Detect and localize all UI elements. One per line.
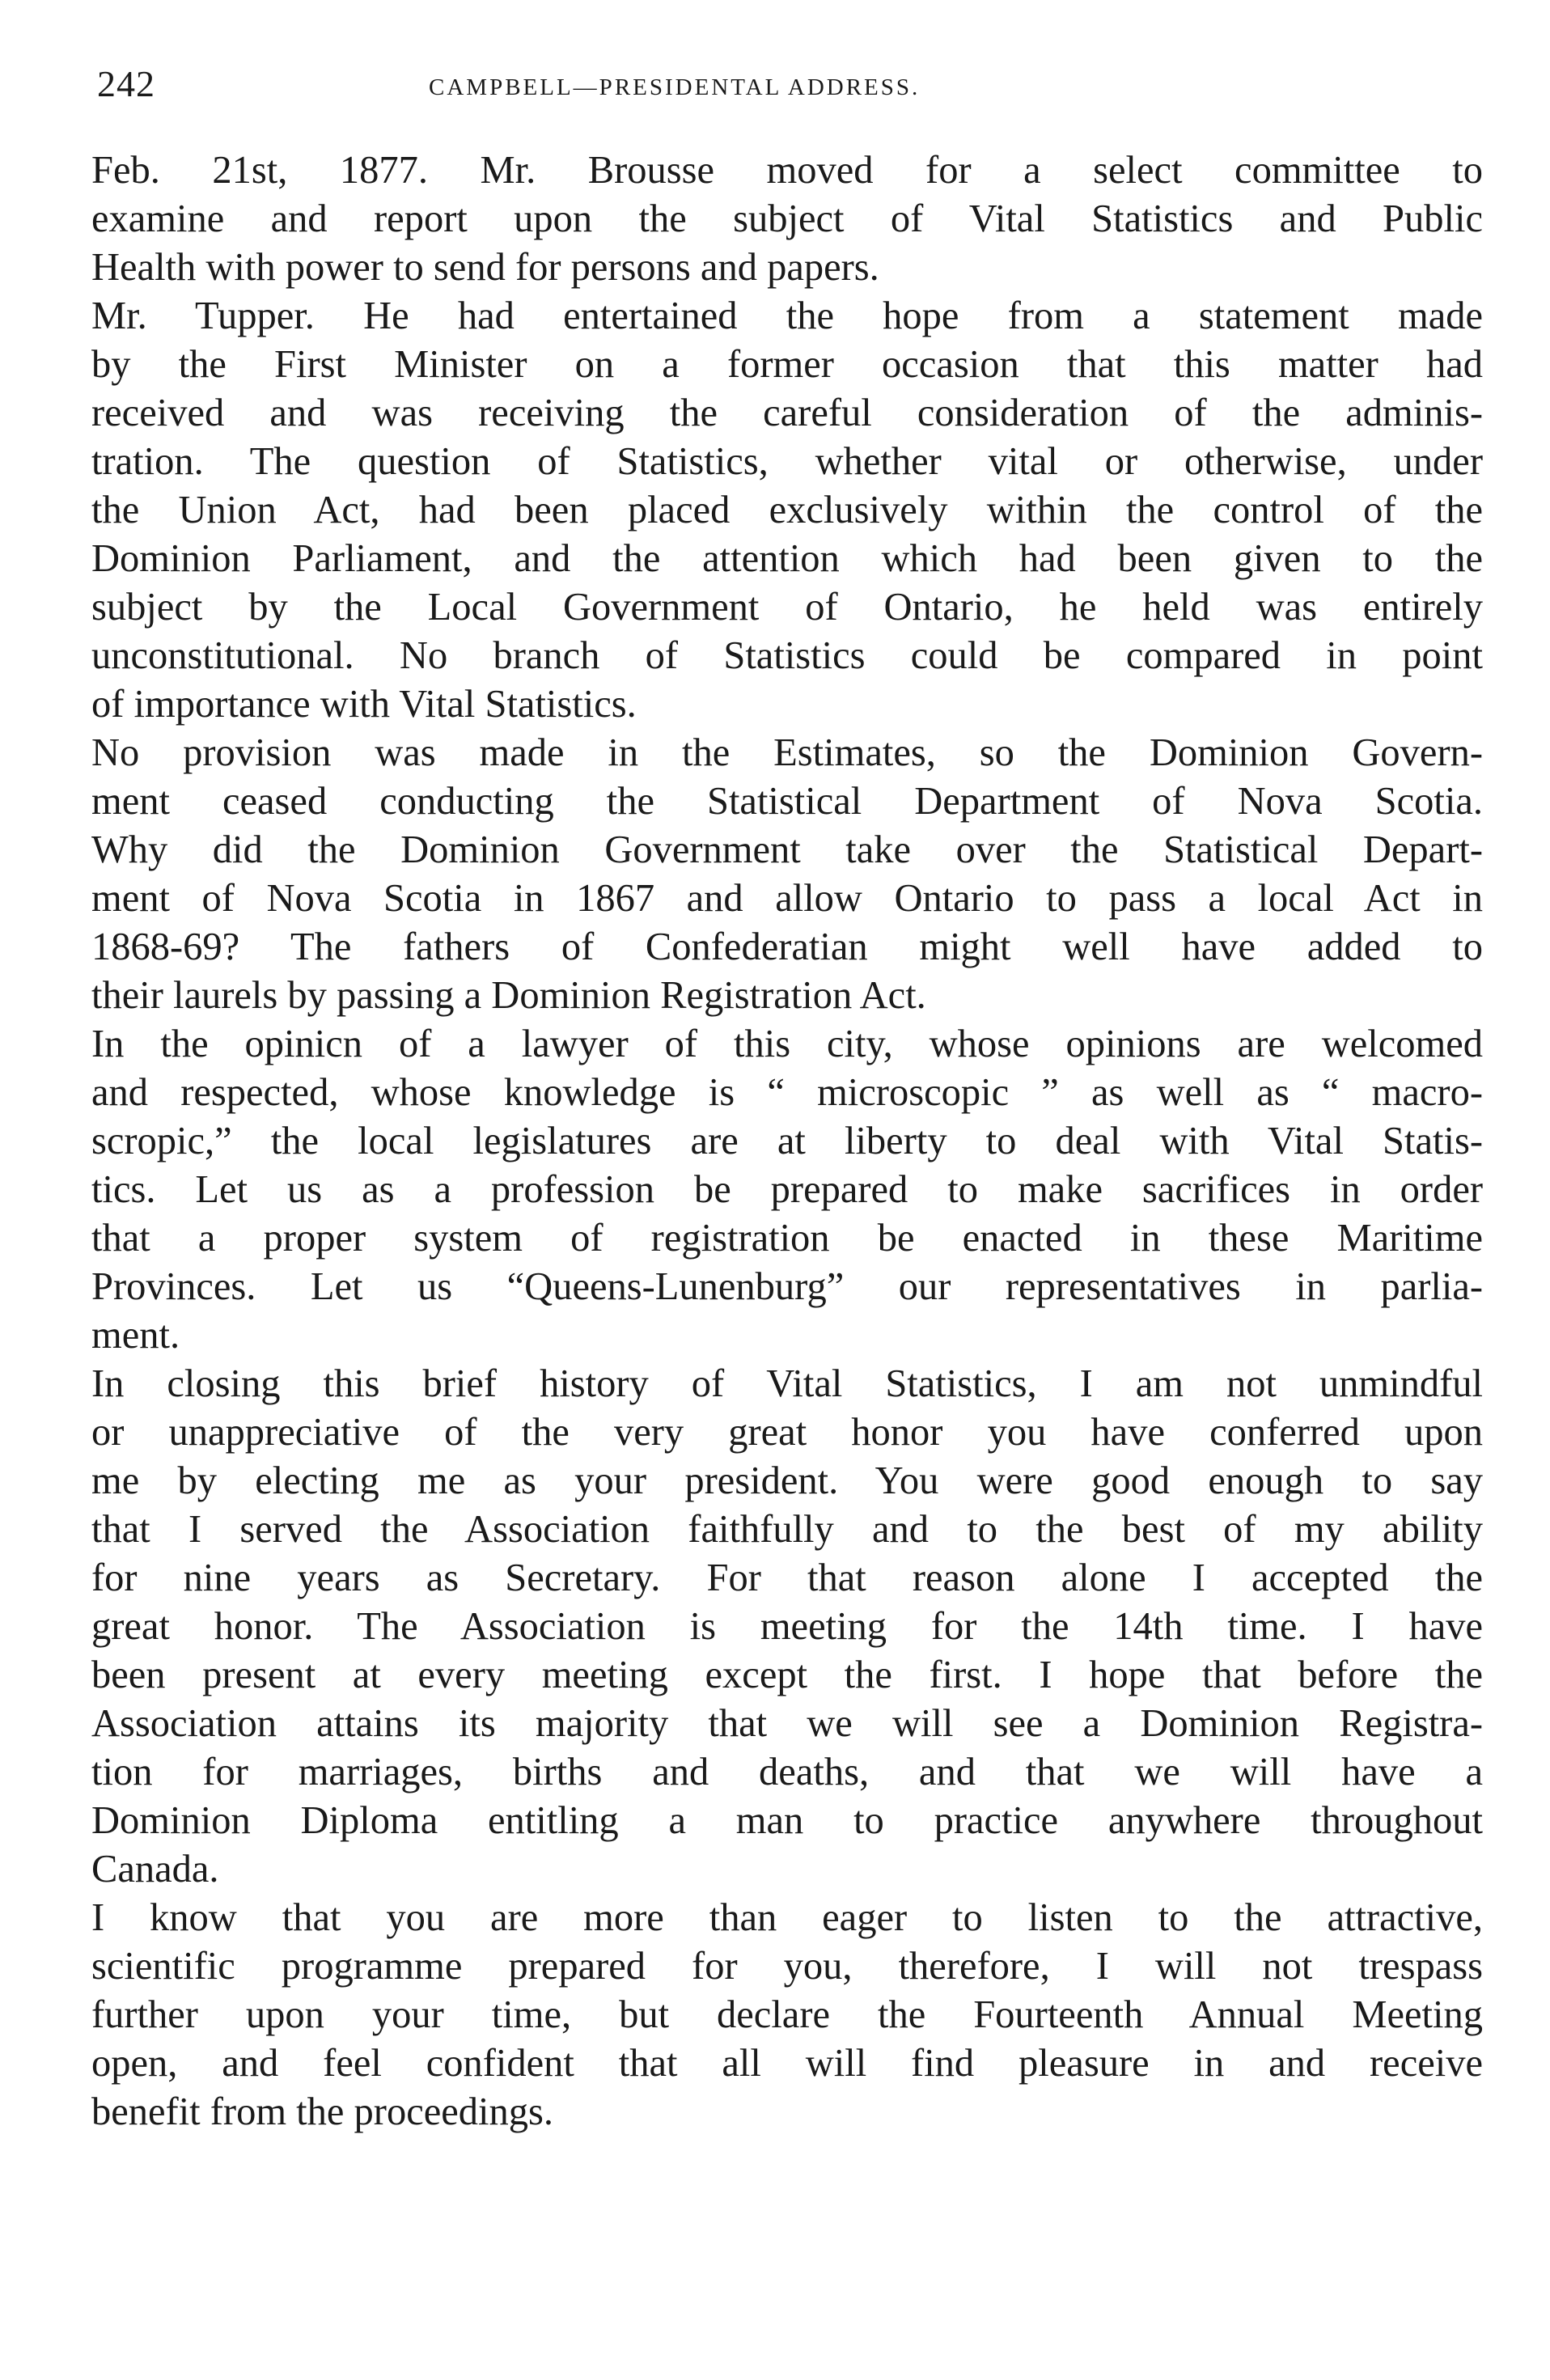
text-line: In closing this brief history of Vital Statistics, I am not unmindful (91, 1362, 1483, 1405)
text-line: Why did the Dominion Government take over the Statistical Depart- (91, 828, 1483, 871)
text-line: open, and feel confident that all will find pleasure in and receive (91, 2042, 1483, 2085)
text-line: further upon your time, but declare the Fourteenth Annual Meeting (91, 1993, 1483, 2036)
text-line: the Union Act, had been placed exclusively within the control of the (91, 489, 1483, 531)
text-line: of importance with Vital Statistics. (91, 683, 637, 726)
text-line: ment ceased conducting the Statistical Department of Nova Scotia. (91, 780, 1483, 823)
text-line: tics. Let us as a profession be prepared to make sacrifices in order (91, 1168, 1483, 1211)
text-line: ment. (91, 1314, 180, 1357)
text-line: by the First Minister on a former occasion that this matter had (91, 343, 1483, 386)
text-line: been present at every meeting except the first. I hope that before the (91, 1654, 1483, 1696)
text-line: me by electing me as your president. You were good enough to say (91, 1459, 1483, 1502)
text-line: their laurels by passing a Dominion Registration Act. (91, 974, 926, 1017)
text-line: Dominion Diploma entitling a man to practice anywhere throughout (91, 1799, 1483, 1842)
text-line: and respected, whose knowledge is “ microscopic ” as well as “ macro- (91, 1071, 1483, 1114)
text-line: unconstitutional. No branch of Statistics could be compared in point (91, 634, 1483, 677)
text-line: Dominion Parliament, and the attention which had been given to the (91, 537, 1483, 580)
text-line: Feb. 21st, 1877. Mr. Brousse moved for a select committee to (91, 149, 1483, 192)
body-text (91, 146, 1483, 2136)
text-line: scientific programme prepared for you, therefore, I will not trespass (91, 1945, 1483, 1988)
text-line: Canada. (91, 1848, 219, 1891)
text-line: I know that you are more than eager to listen to the attractive, (91, 1896, 1483, 1939)
text-line: that I served the Association faithfully and to the best of my ability (91, 1508, 1483, 1551)
text-line: Association attains its majority that we will see a Dominion Registra- (91, 1702, 1483, 1745)
text-line: examine and report upon the subject of Vital Statistics and Public (91, 197, 1483, 240)
text-line: Health with power to send for persons and papers. (91, 246, 879, 289)
text-line: subject by the Local Government of Ontario, he held was entirely (91, 586, 1483, 629)
text-line: scropic,” the local legislatures are at liberty to deal with Vital Statis- (91, 1120, 1483, 1162)
text-line: ment of Nova Scotia in 1867 and allow Ontario to pass a local Act in (91, 877, 1483, 920)
text-line: tion for marriages, births and deaths, and that we will have a (91, 1751, 1483, 1793)
text-line: In the opinicn of a lawyer of this city, whose opinions are welcomed (91, 1023, 1483, 1065)
page-header (97, 60, 1456, 108)
text-line: 1868-69? The fathers of Confederatian might well have added to (91, 925, 1483, 968)
text-line: that a proper system of registration be enacted in these Maritime (91, 1217, 1483, 1260)
text-line: or unappreciative of the very great honor you have conferred upon (91, 1411, 1483, 1454)
text-line: received and was receiving the careful consideration of the adminis- (91, 392, 1483, 434)
text-line: benefit from the proceedings. (91, 2090, 554, 2133)
text-line: great honor. The Association is meeting for the 14th time. I have (91, 1605, 1483, 1648)
running-title: CAMPBELL—PRESIDENTAL ADDRESS. (429, 74, 921, 100)
text-line: Mr. Tupper. He had entertained the hope from a statement made (91, 294, 1483, 337)
text-line: for nine years as Secretary. For that reason alone I accepted the (91, 1556, 1483, 1599)
text-line: Provinces. Let us “Queens-Lunenburg” our representatives in parlia- (91, 1265, 1483, 1308)
text-line: No provision was made in the Estimates, so the Dominion Govern- (91, 731, 1483, 774)
text-line: tration. The question of Statistics, whether vital or otherwise, under (91, 440, 1483, 483)
page-number: 242 (97, 63, 155, 104)
